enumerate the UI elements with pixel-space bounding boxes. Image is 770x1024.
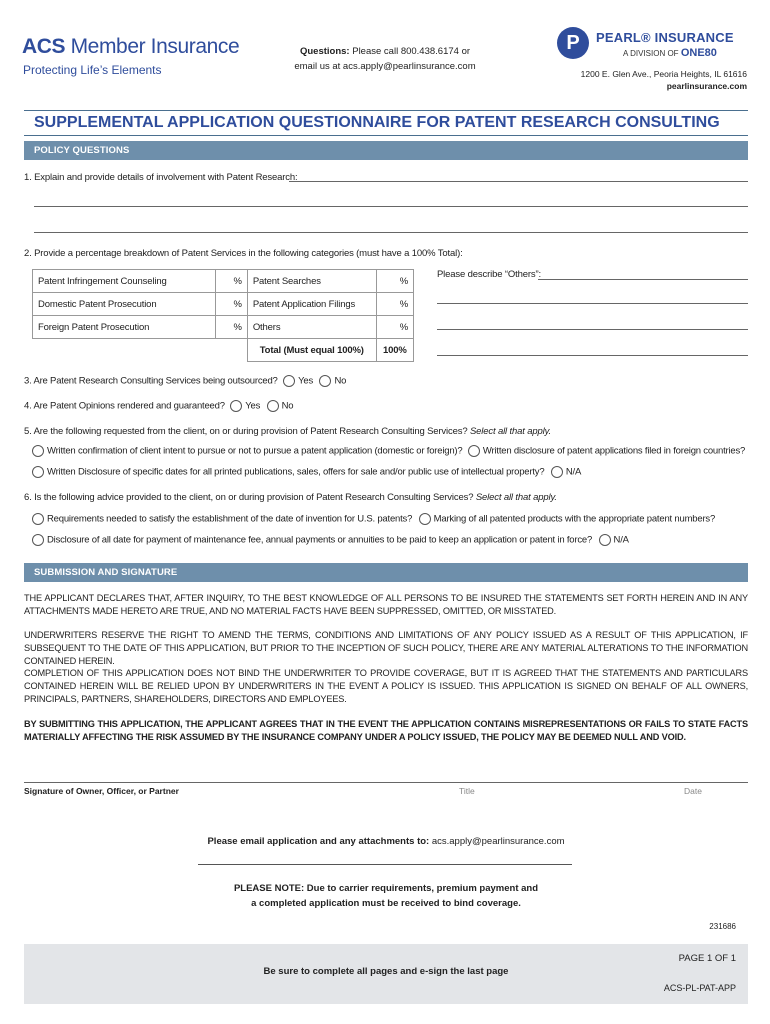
question-5-text: 5. Are the following requested from the client, on or during provision of Patent Research Consulting Services? <box>24 426 468 437</box>
section-header-policy: POLICY QUESTIONS <box>24 141 748 160</box>
pearl-division-text: A DIVISION OF <box>623 49 679 58</box>
acs-logo <box>22 36 239 57</box>
q6-opt3-label: Disclosure of all date for payment of maintenance fee, annual payments or annuities to be paid to keep an application or patent in force? <box>47 534 593 546</box>
signature-line[interactable] <box>24 782 748 783</box>
others-line-2[interactable] <box>437 303 748 304</box>
question-5-hint: Select all that apply. <box>469 426 551 437</box>
question-4-row <box>24 400 293 412</box>
pct-input[interactable]: % <box>376 293 413 316</box>
pearl-division <box>623 47 717 59</box>
pct-input[interactable]: % <box>215 293 247 316</box>
questions-label: Questions: <box>299 46 350 57</box>
q6-opt2-label: Marking of all patented products with the appropriate patent numbers? <box>433 513 716 525</box>
page-title: SUPPLEMENTAL APPLICATION QUESTIONNAIRE FOR PATENT RESEARCH CONSULTING <box>24 110 748 136</box>
signature-date-label: Date <box>684 786 702 796</box>
q5-options-row-2 <box>32 466 581 478</box>
please-note <box>24 881 748 911</box>
q3-yes-radio[interactable] <box>283 375 295 387</box>
q6-opt1-label: Requirements needed to satisfy the establishment of the date of invention for U.S. patents? <box>47 513 413 525</box>
total-value: 100% <box>376 339 413 362</box>
question-3: 3. Are Patent Research Consulting Services being outsourced? <box>24 375 278 387</box>
question-4: 4. Are Patent Opinions rendered and guaranteed? <box>24 400 225 412</box>
q6-options-row-1 <box>32 513 715 525</box>
footer-message: Be sure to complete all pages and e-sign the last page <box>263 966 509 977</box>
question-2: 2. Provide a percentage breakdown of Patent Services in the following categories (must have a 100% Total): <box>24 248 463 259</box>
table-cell-label: Others <box>247 316 376 339</box>
section-header-signature: SUBMISSION AND SIGNATURE <box>24 563 748 582</box>
table-row <box>33 270 414 293</box>
total-label: Total (Must equal 100%) <box>247 339 376 362</box>
document-number: 231686 <box>709 922 736 931</box>
q3-no-label: No <box>334 375 347 387</box>
others-line-4[interactable] <box>437 355 748 356</box>
page-number: PAGE 1 OF 1 <box>678 953 736 964</box>
question-6-hint: Select all that apply. <box>475 492 557 503</box>
pct-input[interactable]: % <box>376 270 413 293</box>
answer-line-q1-1[interactable] <box>289 181 748 182</box>
q4-yes-label: Yes <box>245 400 261 412</box>
pearl-address-block <box>560 68 747 92</box>
question-1: 1. Explain and provide details of involvement with Patent Research: <box>24 172 298 183</box>
patent-services-table <box>32 269 414 362</box>
q5-opt1-checkbox[interactable] <box>32 445 44 457</box>
table-cell-label: Patent Application Filings <box>247 293 376 316</box>
q3-no-radio[interactable] <box>319 375 331 387</box>
q4-yes-radio[interactable] <box>230 400 242 412</box>
question-6 <box>24 492 557 503</box>
pearl-logo-icon: P <box>557 27 589 59</box>
q6-na-label: N/A <box>613 534 629 546</box>
others-line-1[interactable] <box>538 279 748 280</box>
q5-opt2-label: Written disclosure of patent applications filed in foreign countries? <box>482 445 746 457</box>
q5-na-checkbox[interactable] <box>551 466 563 478</box>
divider <box>198 864 572 865</box>
please-note-line-1: PLEASE NOTE: Due to carrier requirements, premium payment and <box>233 883 539 894</box>
contact-info <box>290 44 480 74</box>
q4-no-label: No <box>281 400 294 412</box>
form-code: ACS-PL-PAT-APP <box>663 983 736 993</box>
others-line-3[interactable] <box>437 329 748 330</box>
q6-opt2-checkbox[interactable] <box>419 513 431 525</box>
q5-opt3-checkbox[interactable] <box>32 466 44 478</box>
email-instruction-label: Please email application and any attachments to: <box>207 836 430 847</box>
others-label: Please describe “Others”: <box>437 269 541 280</box>
question-6-text: 6. Is the following advice provided to the client, on or during provision of Patent Research Consulting Services? <box>24 492 474 503</box>
q6-opt3-checkbox[interactable] <box>32 534 44 546</box>
please-note-line-2: a completed application must be received to bind coverage. <box>251 898 521 909</box>
footer <box>24 944 748 1004</box>
pct-input[interactable]: % <box>376 316 413 339</box>
answer-line-q1-3[interactable] <box>34 232 748 233</box>
signature-title-label: Title <box>459 786 475 796</box>
pearl-insurance-name: PEARL® INSURANCE <box>596 30 734 45</box>
pearl-address: 1200 E. Glen Ave., Peoria Heights, IL 61616 <box>580 69 747 79</box>
questions-phone: Please call 800.438.6174 or <box>352 46 471 57</box>
table-cell-label: Patent Infringement Counseling <box>33 270 216 293</box>
q6-options-row-2 <box>32 534 629 546</box>
table-cell-label: Patent Searches <box>247 270 376 293</box>
table-cell-label: Foreign Patent Prosecution <box>33 316 216 339</box>
q5-opt1-label: Written confirmation of client intent to pursue or not to pursue a patent application (domestic or foreign)? <box>47 445 463 457</box>
answer-line-q1-2[interactable] <box>34 206 748 207</box>
q5-opt3-label: Written Disclosure of specific dates for all printed publications, sales, offers for sale and/or public use of intellectual property? <box>47 466 545 478</box>
legal-paragraph-1: THE APPLICANT DECLARES THAT, AFTER INQUIRY, TO THE BEST KNOWLEDGE OF ALL PERSONS TO BE INSURED THE STATEMENTS SET FORTH HEREIN AND IN ANY ATTACHMENTS MADE HERETO ARE TRUE, AND NO MATERIAL FACTS HAVE BEEN SUPPRESSED, OMITTED, OR MISSTATED. <box>24 593 748 616</box>
table-row <box>33 293 414 316</box>
q6-na-checkbox[interactable] <box>599 534 611 546</box>
one80-logo: ONE80 <box>680 47 717 59</box>
acs-logo-text: Member Insurance <box>70 35 240 58</box>
q6-opt1-checkbox[interactable] <box>32 513 44 525</box>
signature-owner-label: Signature of Owner, Officer, or Partner <box>24 786 179 796</box>
questions-email[interactable]: email us at acs.apply@pearlinsurance.com <box>294 61 476 72</box>
acs-logo-mark: ACS <box>22 35 66 58</box>
legal-paragraph-2: UNDERWRITERS RESERVE THE RIGHT TO AMEND THE TERMS, CONDITIONS AND LIMITATIONS OF ANY POLICY ISSUED AS A RESULT OF THIS APPLICATION, IF SUBSEQUENT TO THE DATE OF THIS APPLICATION, BUT PRIOR TO THE INCEPTION OF SUCH POLICY, THERE ARE ANY MATERIAL ALTERATIONS TO THE INFORMATION CONTAINED HEREIN. <box>24 630 748 666</box>
pearl-website[interactable]: pearlinsurance.com <box>666 81 747 91</box>
legal-paragraph-3: COMPLETION OF THIS APPLICATION DOES NOT BIND THE UNDERWRITER TO PROVIDE COVERAGE, BUT IT IS AGREED THAT THE STATEMENTS AND PARTICULARS CONTAINED HEREIN WILL BE RELIED UPON BY UNDERWRITERS IN THE EVENT A POLICY IS ISSUED. THIS APPLICATION IS SIGNED ON BEHALF OF ALL OWNERS, PRINCIPALS, PARTNERS, SHAREHOLDERS, DIRECTORS AND EMPLOYEES. <box>24 668 748 704</box>
email-address-link[interactable]: acs.apply@pearlinsurance.com <box>431 836 565 847</box>
legal-paragraph-4: BY SUBMITTING THIS APPLICATION, THE APPLICANT AGREES THAT IN THE EVENT THE APPLICATION CONTAINS MISREPRESENTATIONS OR FAILS TO STATE FACTS MATERIALLY AFFECTING THE RISK ASSUMED BY THE INSURANCE COMPANY UNDER A POLICY ISSUED, THE POLICY MAY BE DEEMED NULL AND VOID. <box>24 719 748 742</box>
q5-opt2-checkbox[interactable] <box>468 445 480 457</box>
email-instruction <box>24 836 748 847</box>
table-row <box>33 339 414 362</box>
pct-input[interactable]: % <box>215 316 247 339</box>
q4-no-radio[interactable] <box>267 400 279 412</box>
q5-options-row-1 <box>32 445 745 457</box>
question-3-row <box>24 375 346 387</box>
pct-input[interactable]: % <box>215 270 247 293</box>
table-cell-label: Domestic Patent Prosecution <box>33 293 216 316</box>
q5-na-label: N/A <box>565 466 582 478</box>
question-5 <box>24 426 551 437</box>
acs-tagline: Protecting Life’s Elements <box>23 63 162 77</box>
q3-yes-label: Yes <box>298 375 313 387</box>
table-row <box>33 316 414 339</box>
